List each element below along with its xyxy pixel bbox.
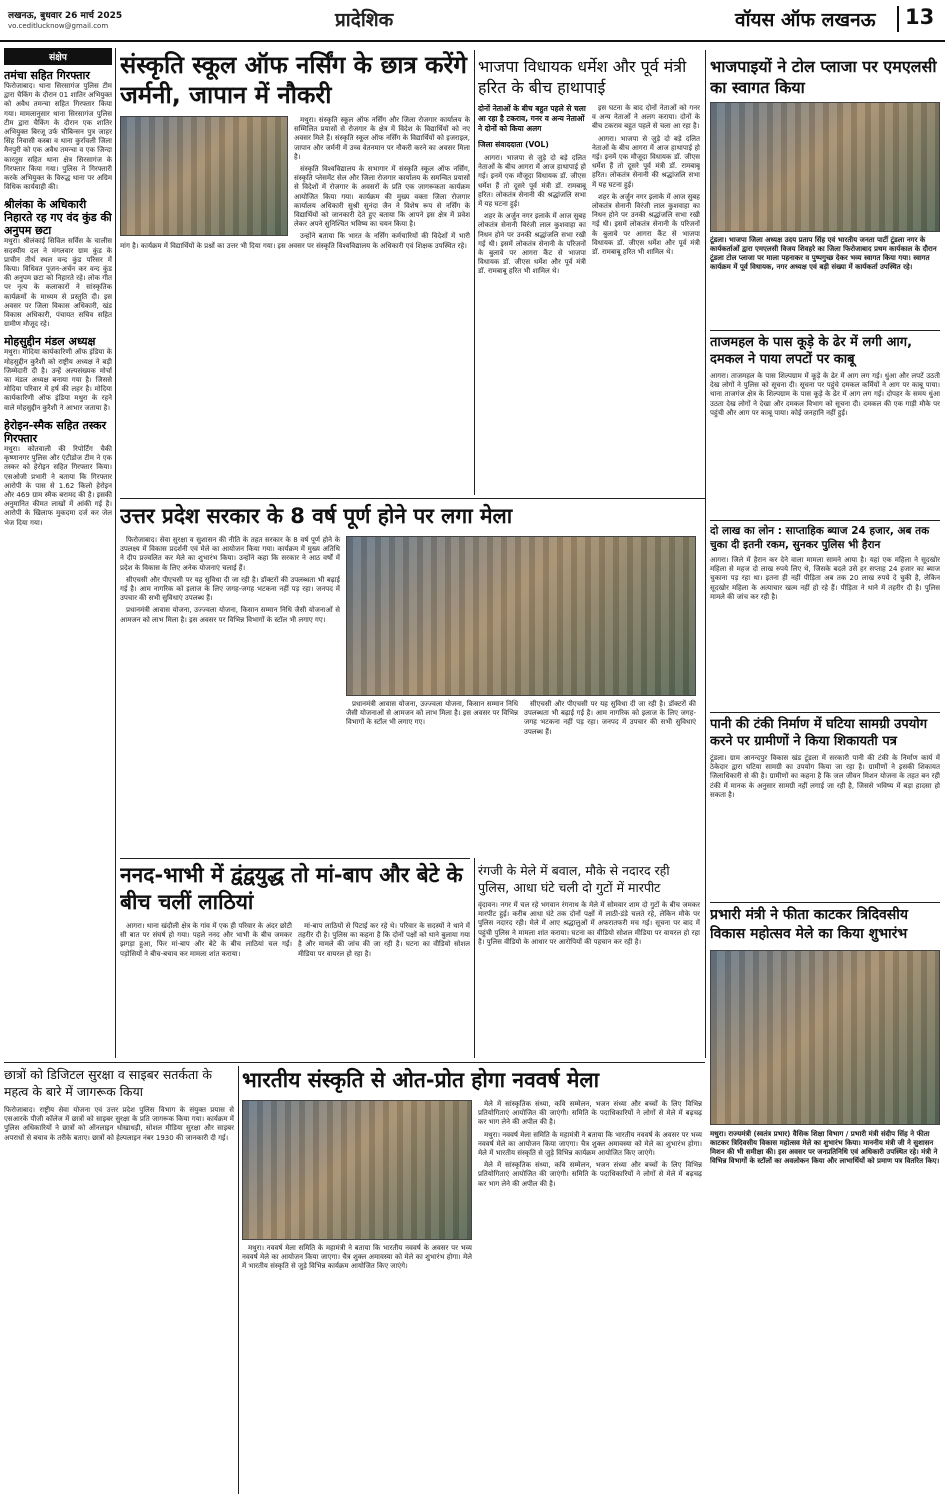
section-title: प्रादेशिक — [335, 9, 394, 31]
brand-name: वॉयस ऑफ लखनऊ — [735, 9, 876, 31]
story-scuffle: भाजपा विधायक धर्मेश और पूर्व मंत्री हरित के बीच हाथापाई दोनों नेताओं के बीच बहुत पहले से चला आ रहा है टकराव, गनर व अन्य नेताओं ने दोनों को किया अलग जिला संवाददाता (VOL) आगरा। भाजपा से जुड़े दो बड़े दलित नेताओं के बीच आगरा में आज हाथापाई हो गई। इनमें एक मौजूदा विधायक डॉ. जीएस धर्मेश हैं तो दूसरे पूर्व मंत्री डॉ. रामबाबू हरित। लोकतंत्र सेनानी की श्रद्धांजलि सभा में यह घटना हुई। शहर के अर्जुन नगर इलाके में आज सुबह लोकतंत्र सेनानी विरंजी लाल कुशवाहा का निधन होने पर उनकी श्रद्धांजलि सभा रखी गई थी। इसमें लोकतंत्र सेनानी के परिजनों के बुलावे पर आगरा कैंट से भाजपा विधायक डॉ. जीएस धर्मेश और पूर्व मंत्री डॉ. रामबाबू हरित भी शामिल थे। इस घटना के बाद दोनों नेताओं को गनर व अन्य नेताओं ने अलग कराया। दोनों के बीच टकराव बहुत पहले से चला आ रहा है। आगरा। भाजपा से जुड़े दो बड़े दलित नेताओं के बीच आगरा में आज हाथापाई हो गई। इनमें एक मौजूदा विधायक डॉ. जीएस धर्मेश हैं तो दूसरे पूर्व मंत्री डॉ. रामबाबू हरित। लोकतंत्र सेनानी की श्रद्धांजलि सभा में यह घटना हुई। शहर के अर्जुन नगर इलाके में आज सुबह लोकतंत्र सेनानी विरंजी लाल कुशवाहा का निधन होने पर उनकी श्रद्धांजलि सभा रखी गई थी। इसमें लोकतंत्र सेनानी के परिजनों के बुलावे पर आगरा कैंट से भाजपा विधायक डॉ. जीएस धर्मेश और पूर्व मंत्री डॉ. रामबाबू हरित भी शामिल थे। — [478, 57, 700, 276]
byline: जिला संवाददाता (VOL) — [478, 140, 549, 149]
headline-taj-fire: ताजमहल के पास कूड़े के ढेर में लगी आग, दमकल ने पाया लपटों पर काबू — [710, 335, 913, 367]
headline-loan: दो लाख का लोन : साप्ताहिक ब्याज 24 हजार, अब तक चुका दी इतनी रकम, सुनकर पुलिस भी हैरान — [710, 525, 930, 551]
body-loan: आगरा। जिले में हैरान कर देने वाला मामला सामने आया है। यहां एक महिला ने सूदखोर महिला से महज दो लाख रुपये लिए थे, जिसके बदले उसे हर सप्ताह 24 हजार का ब्याज चुकाना पड़ रहा था। इतना ही नहीं पीड़िता अब तक 20 लाख रुपये दे चुकी है, लेकिन सूदखोर महिला के अत्याचार खत्म नहीं हो रहे हैं। पीड़िता ने थाने में तहरीर दी है। पुलिस मामले की जांच कर रही है। — [710, 556, 940, 601]
brief-item: तमंचा सहित गिरफ्तार फिरोजाबाद। थाना सिरसागंज पुलिस टीम द्वारा चैकिंग के दौरान 01 शातिर अभियुक्त को अवैध तमन्चा सहित गिरफ्तार किया गया। मामलानुसार थाना सिरसागंज पुलिस टीम द्वारा चैकिंग के दौरान एक शातिर अभियुक्त बिरजू उर्फ चौबिन्सन पुत्र जाहर सिंह निवासी कस्बा व थाना कुर्रावली जिला मैनपुरी को एक अवैध तमन्चा व एक जिन्दा कारतूस सहित थाना क्षेत्र सिरसागंज के गिरफ्तार किया गया। पुलिस ने गिरफ्तारी करके अभियुक्त के विरुद्ध थाना पर अग्रिम विधिक कार्यवाही की। — [4, 69, 112, 192]
photo-mela-8yrs — [346, 536, 696, 696]
masthead — [0, 0, 945, 44]
story-water-tank — [710, 716, 940, 896]
photo-nursing-students — [120, 116, 288, 236]
story-mela-8yrs: उत्तर प्रदेश सरकार के 8 वर्ष पूर्ण होने पर लगा मेला फिरोजाबाद। सेवा सुरक्षा व सुशासन की नीति के तहत सरकार के 8 वर्ष पूर्ण होने के उपलक्ष्य में विकास प्रदर्शनी एवं मेले का आयोजन किया गया। कार्यक्रम में मुख्य अतिथि ने दीप प्रज्वलित कर मेले का शुभारंभ किया। उन्होंने कहा कि सरकार ने आठ वर्षों में प्रदेश के विकास के लिए अनेक योजनाएं चलाई हैं। सीएचसी और पीएचसी पर यह सुविधा दी जा रही है। डॉक्टरों की उपलब्धता भी बढ़ाई गई है। आम नागरिक को इलाज के लिए जगह-जगह भटकना नहीं पड़ रहा। जनपद में उपचार की सभी सुविधाएं उपलब्ध हैं। प्रधानमंत्री आवास योजना, उज्ज्वला योजना, किसान सम्मान निधि जैसी योजनाओं से आमजन को लाभ मिला है। इस अवसर पर विभिन्न विभागों के स्टॉल भी लगाए गए। प्रधानमंत्री आवास योजना, उज्ज्वला योजना, किसान सम्मान निधि जैसी योजनाओं से आमजन को लाभ मिला है। इस अवसर पर विभिन्न विभागों के स्टॉल भी लगाए गए। सीएचसी और पीएचसी पर यह सुविधा दी जा रही है। डॉक्टरों की उपलब्धता भी बढ़ाई गई है। आम नागरिक को इलाज के लिए जगह-जगह भटकना नहीं पड़ रहा। जनपद में उपचार की सभी सुविधाएं उपलब्ध हैं। — [120, 502, 700, 852]
photo-minister-ribbon — [710, 950, 940, 1125]
story-nursing — [120, 50, 470, 495]
photo-navvarsh — [242, 1100, 472, 1240]
story-family-fight: ननद-भाभी में द्वंद्वयुद्ध तो मां-बाप और बेटे के बीच चलीं लाठियां आगरा। थाना खंदौली क्षेत्र के गांव में एक ही परिवार के अंदर छोटी सी बात पर संघर्ष हो गया। पहले ननद और भाभी के बीच जमकर झगड़ा हुआ, फिर मां-बाप और बेटे के बीच लाठियां चल गईं। पड़ोसियों ने बीच-बचाव कर मामला शांत कराया। मां-बाप लाठियों से पिटाई कर रहे थे। परिवार के सदस्यों ने थाने में तहरीर दी है। पुलिस का कहना है कि दोनों पक्षों को थाने बुलाया गया है और मामले की जांच की जा रही है। घटना का वीडियो सोशल मीडिया पर वायरल हो रहा है। — [120, 863, 470, 958]
headline-scuffle: भाजपा विधायक धर्मेश और पूर्व मंत्री हरित के बीच हाथापाई — [478, 57, 687, 97]
briefs-column — [4, 48, 112, 900]
headline-navvarsh: भारतीय संस्कृति से ओत-प्रोत होगा नववर्ष मेला — [242, 1068, 600, 1092]
caption-minister: मथुरा। राज्यमंत्री (स्वतंत्र प्रभार) वैसिक शिक्षा विभाग / प्रभारी मंत्री संदीप सिंह ने फीता काटकर त्रिदिवसीय विकास महोत्सव मेले का शुभारंभ किया। माननीय मंत्री जी ने सुशासन मिशन की भी समीक्षा की। इस अवसर पर जनप्रतिनिधि एवं अधिकारी उपस्थित रहे। मंत्री ने विभिन्न विभागों के स्टॉलों का अवलोकन किया और लाभार्थियों को प्रमाण पत्र वितरित किए। — [710, 1130, 940, 1165]
caption-toll: टूंडला। भाजपा जिला अध्यक्ष उदय प्रताप सिंह एवं भारतीय जनता पार्टी टूंडला नगर के कार्यकर्ताओं द्वारा एमएलसी विजय शिवहरे का जिला फिरोजाबाद प्रथम कार्यकाल के दौरान टूंडला टोल प्लाजा पर माला पहनाकर व पुष्पगुच्छ देकर भव्य स्वागत किया गया। स्वागत कार्यक्रम में पूर्व विधायक, नगर अध्यक्ष एवं बड़ी संख्या में कार्यकर्ता उपस्थित रहे। — [710, 236, 937, 271]
email-line: vo.ceditlucknow@gmail.com — [8, 22, 109, 30]
briefs-label: संक्षेप — [4, 48, 112, 65]
date-line: लखनऊ, बुधवार 26 मार्च 2025 — [8, 11, 123, 21]
body-taj-fire: आगरा। ताजमहल के पास शिल्पग्राम में कूड़े के ढेर में आग लग गई। धुंआ और लपटें उठती देख लोगों ने पुलिस को सूचना दी। सूचना पर पहुंचे दमकल कर्मियों ने आग पर काबू पाया। थाना ताजगंज क्षेत्र के शिल्पग्राम के पास कूड़े के ढेर में आग लग गई। दोपहर के समय धुंआ उठता देख लोगों ने देखा और दमकल विभाग को सूचना दी। दमकल की एक गाड़ी मौके पर पहुंची और आग पर काबू पाया। कोई जनहानि नहीं हुई। — [710, 372, 940, 417]
body-nursing: मथुरा। संस्कृति स्कूल ऑफ नर्सिंग और जिला रोजगार कार्यालय के सम्मिलित प्रयासों से रोजगार के क्षेत्र में विदेश के विद्यार्थियों को नए अवसर मिले हैं। संस्कृति स्कूल ऑफ नर्सिंग के विद्यार्थियों को इजराइल, जापान और जर्मनी में उच्च वेतनमान पर नौकरी करने का अवसर मिला है। संस्कृति विश्वविद्यालय के सभागार में संस्कृति स्कूल ऑफ नर्सिंग, संस्कृति प्लेसमेंट सेल और जिला रोजगार कार्यालय के समन्वित प्रयासों से विदेशों में रोजगार के अवसरों के प्रति एक जागरूकता कार्यक्रम आयोजित किया गया। कार्यक्रम की मुख्य वक्ता जिला रोजगार कार्यालय अधिकारी सुश्री सुनंदा जैन ने विशेष रूप से नर्सिंग के विद्यार्थियों को जानकारी देते हुए बताया कि आपने इस क्षेत्र में प्रवेश लेकर अपने सुनिश्चित भविष्य का चयन किया है। उन्होंने बताया कि भारत के नर्सिंग कर्मचारियों की विदेशों में भारी मांग है। कार्यक्रम में विद्यार्थियों के प्रश्नों का उत्तर भी दिया गया। इस अवसर पर संस्कृति विश्वविद्यालय के अधिकारी एवं शिक्षक उपस्थित रहे। — [120, 116, 470, 250]
body-rangji-mela: वृंदावन। नगर में चल रहे भगवान रंगनाथ के मेले में सोमवार शाम दो गुटों के बीच जमकर मारपीट हुई। करीब आधा घंटे तक दोनों पक्षों में लाठी-डंडे चलते रहे, लेकिन मौके पर पुलिस नदारद रही। मेले में आए श्रद्धालुओं में अफरातफरी मच गई। सूचना पर बाद में पहुंची पुलिस ने मामला शांत कराया। घटना का वीडियो सोशल मीडिया पर वायरल हो रहा है। पुलिस वीडियो के आधार पर आरोपियों की पहचान कर रही है। — [478, 901, 700, 946]
headline-cyber: छात्रों को डिजिटल सुरक्षा व साइबर सतर्कता के महत्व के बारे में जागरूक किया — [4, 1067, 212, 1099]
headline-family-fight: ननद-भाभी में द्वंद्वयुद्ध तो मां-बाप और बेटे के बीच चलीं लाठियां — [120, 863, 463, 914]
story-rangji-mela — [478, 862, 700, 1062]
story-minister — [710, 906, 940, 1494]
headline-minister: प्रभारी मंत्री ने फीता काटकर त्रिदिवसीय विकास महोत्सव मेले का किया शुभारंभ — [710, 907, 908, 942]
headline-rangji-mela: रंगजी के मेले में बवाल, मौके से नदारद रही पुलिस, आधा घंटे चली दो गुटों में मारपीट — [478, 863, 670, 895]
body-water-tank: टूंडला। ग्राम आनन्दपुर विकास खंड टूंडला में सरकारी पानी की टंकी के निर्माण कार्य में ठेकेदार द्वारा घटिया सामग्री का उपयोग किया जा रहा है। ग्रामीणों ने इसकी शिकायत जिलाधिकारी से की है। ग्रामीणों का कहना है कि जल जीवन मिशन योजना के तहत बन रही टंकी में मानक के अनुसार सामग्री नहीं लगाई जा रही है, जिससे भविष्य में बड़ा हादसा हो सकता है। — [710, 754, 940, 799]
headline-toll: भाजपाइयों ने टोल प्लाजा पर एमएलसी का स्वागत किया — [710, 57, 937, 97]
headline-water-tank: पानी की टंकी निर्माण में घटिया सामग्री उपयोग करने पर ग्रामीणों ने किया शिकायती पत्र — [710, 717, 928, 749]
brief-item: हेरोइन-स्मैक सहित तस्कर गिरफ्तार मथुरा। कोतवाली की रिपोर्टिंग चैकी कृष्णानगर पुलिस और एंटीडोज टीम ने एक तस्कर को हेरोइन सहित गिरफ्तार किया। एसओजी प्रभारी ने बताया कि गिरफ्तार आरोपी के पास से 1.62 किलो हेरोइन और 469 ग्राम स्मैक बरामद की है। इसकी अनुमानित कीमत लाखों में आंकी गई है। आरोपी के खिलाफ मुकदमा दर्ज कर जेल भेज दिया गया। — [4, 418, 112, 527]
scuffle-bullet: दोनों नेताओं के बीच बहुत पहले से चला आ रहा है टकराव, गनर व अन्य नेताओं ने दोनों को किया अलग — [478, 104, 586, 133]
headline-mela-8yrs: उत्तर प्रदेश सरकार के 8 वर्ष पूर्ण होने पर लगा मेला — [120, 504, 513, 528]
headline-nursing: संस्कृति स्कूल ऑफ नर्सिंग के छात्र करेंगे जर्मनी, जापान में नौकरी — [120, 51, 467, 109]
brief-item: मोहसुद्दीन मंडल अध्यक्ष मथुरा। मोदिया कार्यकारिणी ऑफ इंडिया के मोहसुद्दीन कुरैशी को राष्ट्रीय अध्यक्ष ने बड़ी जिम्मेदारी दी है। उन्हें अल्पसंख्यक मोर्चा का मंडल अध्यक्ष बनाया गया है। जिससे मोदिया परिवार में हर्ष की लहर है। मोदिया कार्यकारिणी ऑफ इंडिया मथुरा के रहने वाले मोहसुद्दीन कुरैशी ने आभार जताया है। — [4, 335, 112, 412]
page-number: 13 — [905, 5, 935, 29]
story-toll — [710, 56, 940, 328]
story-taj-fire — [710, 334, 940, 514]
body-cyber: फिरोजाबाद। राष्ट्रीय सेवा योजना एवं उत्तर प्रदेश पुलिस विभाग के संयुक्त प्रयास से एसआरके पीजी कॉलेज में छात्रों को साइबर सुरक्षा के प्रति जागरूक किया गया। कार्यक्रम में पुलिस अधिकारियों ने छात्रों को ऑनलाइन धोखाधड़ी, सोशल मीडिया सुरक्षा और साइबर अपराधों से बचाव के तरीके बताए। छात्रों को हेल्पलाइन नंबर 1930 की जानकारी दी गई। — [4, 1106, 234, 1142]
story-cyber — [4, 1066, 234, 1494]
photo-toll-welcome — [710, 102, 940, 232]
story-navvarsh: भारतीय संस्कृति से ओत-प्रोत होगा नववर्ष मेला मथुरा। नववर्ष मेला समिति के महामंत्री ने बताया कि भारतीय नववर्ष के अवसर पर भव्य नववर्ष मेले का आयोजन किया जाएगा। चैत्र शुक्ल अमावस्या को मेले का शुभारंभ होगा। मेले में भारतीय संस्कृति से जुड़े विभिन्न कार्यक्रम आयोजित किए जाएंगे। मेले में सांस्कृतिक संध्या, कवि सम्मेलन, भजन संध्या और बच्चों के लिए विभिन्न प्रतियोगिताएं आयोजित की जाएंगी। समिति के पदाधिकारियों ने लोगों से मेले में बढ़चढ़ कर भाग लेने की अपील की है। मथुरा। नववर्ष मेला समिति के महामंत्री ने बताया कि भारतीय नववर्ष के अवसर पर भव्य नववर्ष मेले का आयोजन किया जाएगा। चैत्र शुक्ल अमावस्या को मेले का शुभारंभ होगा। मेले में भारतीय संस्कृति से जुड़े विभिन्न कार्यक्रम आयोजित किए जाएंगे। मेले में सांस्कृतिक संध्या, कवि सम्मेलन, भजन संध्या और बच्चों के लिए विभिन्न प्रतियोगिताएं आयोजित की जाएंगी। समिति के पदाधिकारियों ने लोगों से मेले में बढ़चढ़ कर भाग लेने की अपील की है। — [242, 1068, 702, 1271]
brief-item: श्रीलंका के अधिकारी निहारते रह गए वंद कुंड की अनुपम छटा मथुरा। श्रीलंकाई सिविल सर्विस के चालीस सदस्यीय दल ने मंगलवार ग्राम कुंड के प्राचीन तीर्थ स्थल वन्द कुंड परिसर में किया। विधिवत पूजन-अर्चन कर वन्द कुंड की अनुपम छटा को निहारते रहे। लोक गीत पर नृत्य के कलाकारों ने सांस्कृतिक कार्यक्रमों के माध्यम से प्रस्तुति दी। इस अवसर पर जिला विकास अधिकारी, खंड विकास अधिकारी, पंचायत सचिव सहित ग्रामीण मौजूद रहे। — [4, 198, 112, 329]
story-loan — [710, 524, 940, 704]
